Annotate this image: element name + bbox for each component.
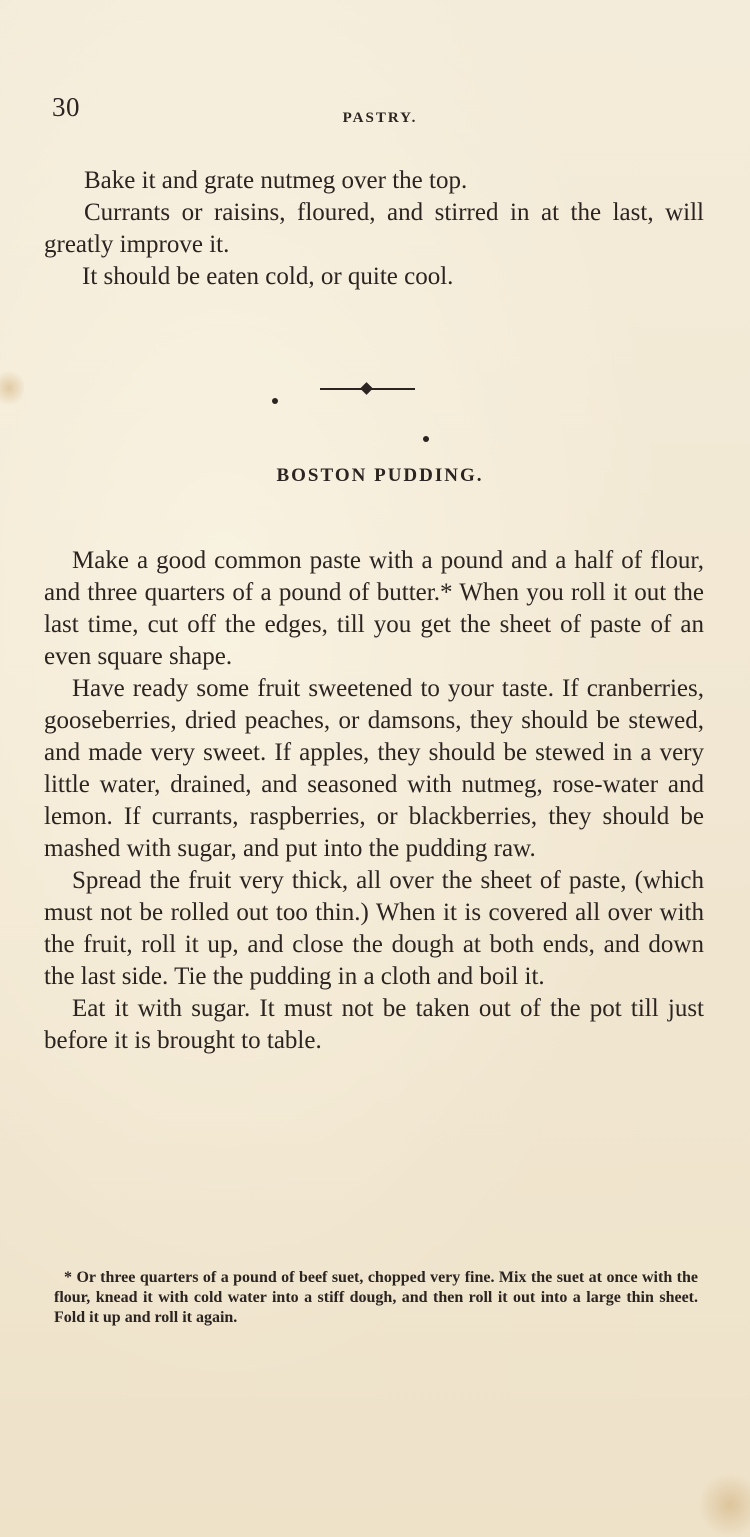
ornament-dot [423, 436, 429, 442]
running-head: PASTRY. [342, 110, 418, 126]
paragraph: Currants or raisins, floured, and stirred in at the last, will greatly improve it. [44, 199, 704, 258]
divider-diamond [360, 382, 373, 395]
paper-stain [700, 1470, 750, 1537]
recipe-title: BOSTON PUDDING. [276, 465, 484, 486]
intro-text [44, 165, 704, 293]
page-number: 30 [52, 92, 80, 122]
paragraph: Spread the fruit very thick, all over the sheet of paste, (which must not be rolled out too thin.) When it is covered all over with the fruit, roll it up, and close the dough at both ends, and down the last side. Tie the pudding in a cloth and boil it. [44, 867, 704, 990]
paragraph: Have ready some fruit sweetened to your taste. If cranberries, gooseberries, dried peaches, or damsons, they should be stewed, and made very sweet. If apples, they should be stewed in a very little water, drained, and seasoned with nutmeg, rose-water and lemon. If currants, raspberries, or blackberries, they should be mashed with sugar, and put into the pudding raw. [44, 675, 704, 862]
paragraph: Make a good common paste with a pound and a half of flour, and three quarters of a pound of butter.* When you roll it out the last time, cut off the edges, till you get the sheet of paste of an even square shape. [44, 547, 704, 670]
ornament-dot [272, 398, 278, 404]
ornament-divider [320, 383, 415, 395]
paragraph: It should be eaten cold, or quite cool. [82, 263, 454, 290]
paragraph: Eat it with sugar. It must not be taken out of the pot till just before it is brought to table. [44, 995, 704, 1054]
paragraph: Bake it and grate nutmeg over the top. [84, 167, 468, 194]
paper-stain [0, 368, 24, 408]
footnote-text: * Or three quarters of a pound of beef suet, chopped very fine. Mix the suet at once with the flour, knead it with cold water into a stiff dough, and then roll it out into a large thin sheet. Fold it up and roll it again. [54, 1269, 698, 1326]
recipe-body [44, 545, 704, 1057]
footnote [54, 1268, 698, 1328]
